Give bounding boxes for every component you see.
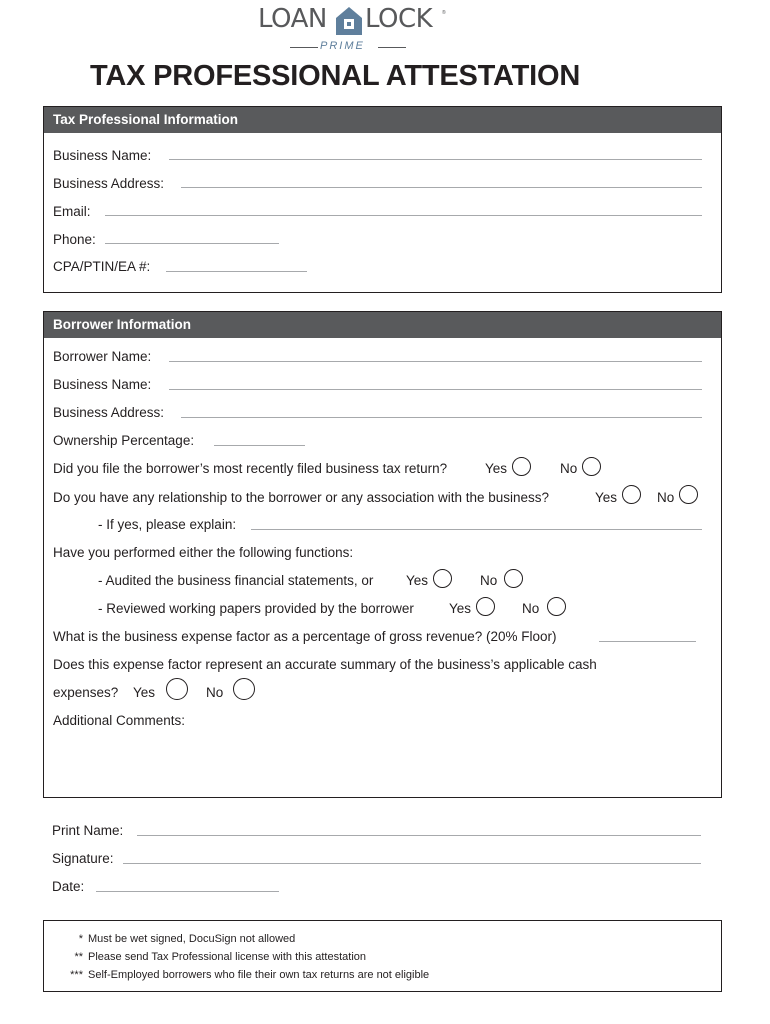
q-accurate-line1: Does this expense factor represent an accurate summary of the business’s applicable cash: [53, 657, 597, 672]
q-accurate-no-radio[interactable]: [233, 678, 255, 700]
tax-professional-section: [43, 106, 722, 293]
logo-trademark: ®: [442, 10, 446, 16]
note-3-mark: ***: [70, 969, 83, 981]
tp-email-label: Email:: [53, 204, 91, 219]
tp-business-name-label: Business Name:: [53, 148, 152, 163]
q-audited-no-label: No: [480, 573, 498, 588]
notes-section: [43, 920, 722, 992]
b-ownership-label: Ownership Percentage:: [53, 433, 195, 448]
logo-rule-right: [378, 47, 406, 48]
date-field[interactable]: [96, 891, 279, 892]
q-accurate-line2: expenses?: [53, 685, 119, 700]
note-1-text: Must be wet signed, DocuSign not allowed: [88, 933, 296, 945]
q-filed-return: Did you file the borrower’s most recently filed business tax return?: [53, 461, 448, 476]
q-accurate-yes-label: Yes: [133, 685, 156, 700]
b-business-address-field[interactable]: [181, 417, 702, 418]
tp-phone-label: Phone:: [53, 232, 96, 247]
logo-text-loan: LOAN: [258, 4, 327, 34]
q-audited-yes-label: Yes: [406, 573, 429, 588]
q-reviewed-no-radio[interactable]: [547, 597, 566, 616]
b-borrower-name-field[interactable]: [169, 361, 702, 362]
q-expense-factor: What is the business expense factor as a percentage of gross revenue? (20% Floor): [53, 629, 557, 644]
additional-comments-label: Additional Comments:: [53, 713, 186, 728]
b-business-address-label: Business Address:: [53, 405, 165, 420]
q-accurate-no-label: No: [206, 685, 224, 700]
signature-field[interactable]: [123, 863, 701, 864]
tp-cpa-field[interactable]: [166, 271, 307, 272]
if-yes-explain-label: - If yes, please explain:: [98, 517, 237, 532]
note-1-mark: *: [78, 933, 83, 945]
loanlock-logo: [258, 4, 448, 54]
q-relationship-yes-label: Yes: [595, 490, 618, 505]
if-yes-explain-field[interactable]: [251, 529, 702, 530]
q-reviewed-yes-radio[interactable]: [476, 597, 495, 616]
b-ownership-field[interactable]: [214, 445, 305, 446]
q-functions: Have you performed either the following functions:: [53, 545, 354, 560]
note-3-text: Self-Employed borrowers who file their own tax returns are not eligible: [88, 969, 430, 981]
q-relationship-no-radio[interactable]: [679, 485, 698, 504]
q-reviewed-yes-label: Yes: [449, 601, 472, 616]
tp-business-address-label: Business Address:: [53, 176, 165, 191]
q-filed-return-no-radio[interactable]: [582, 457, 601, 476]
additional-comments-area[interactable]: [53, 732, 703, 790]
q-relationship-no-label: No: [657, 490, 675, 505]
q-audited: - Audited the business financial statements, or: [98, 573, 374, 588]
date-label: Date:: [52, 879, 85, 894]
logo-subtitle: PRIME: [320, 40, 365, 52]
q-reviewed-no-label: No: [522, 601, 540, 616]
tp-business-address-field[interactable]: [181, 187, 702, 188]
q-relationship-yes-radio[interactable]: [622, 485, 641, 504]
q-audited-no-radio[interactable]: [504, 569, 523, 588]
tp-business-name-field[interactable]: [169, 159, 702, 160]
borrower-header: Borrower Information: [44, 312, 721, 338]
q-filed-return-yes-radio[interactable]: [512, 457, 531, 476]
q-reviewed: - Reviewed working papers provided by the borrower: [98, 601, 414, 616]
house-lock-icon: [335, 6, 363, 36]
logo-rule-left: [290, 47, 318, 48]
b-borrower-name-label: Borrower Name:: [53, 349, 152, 364]
note-2-mark: **: [74, 951, 83, 963]
tp-cpa-label: CPA/PTIN/EA #:: [53, 259, 151, 274]
q-filed-return-yes-label: Yes: [485, 461, 508, 476]
tp-phone-field[interactable]: [105, 243, 279, 244]
b-business-name-field[interactable]: [169, 389, 702, 390]
q-audited-yes-radio[interactable]: [433, 569, 452, 588]
signature-label: Signature:: [52, 851, 114, 866]
logo-text-lock: LOCK: [365, 4, 433, 34]
note-2-text: Please send Tax Professional license with this attestation: [88, 951, 367, 963]
q-relationship: Do you have any relationship to the borrower or any association with the business?: [53, 490, 550, 505]
tp-email-field[interactable]: [105, 215, 702, 216]
print-name-field[interactable]: [137, 835, 701, 836]
borrower-section: [43, 311, 722, 798]
print-name-label: Print Name:: [52, 823, 124, 838]
q-filed-return-no-label: No: [560, 461, 578, 476]
q-expense-factor-field[interactable]: [599, 641, 696, 642]
page-title: TAX PROFESSIONAL ATTESTATION: [90, 60, 581, 92]
q-accurate-yes-radio[interactable]: [166, 678, 188, 700]
tax-professional-header: Tax Professional Information: [44, 107, 721, 133]
b-business-name-label: Business Name:: [53, 377, 152, 392]
